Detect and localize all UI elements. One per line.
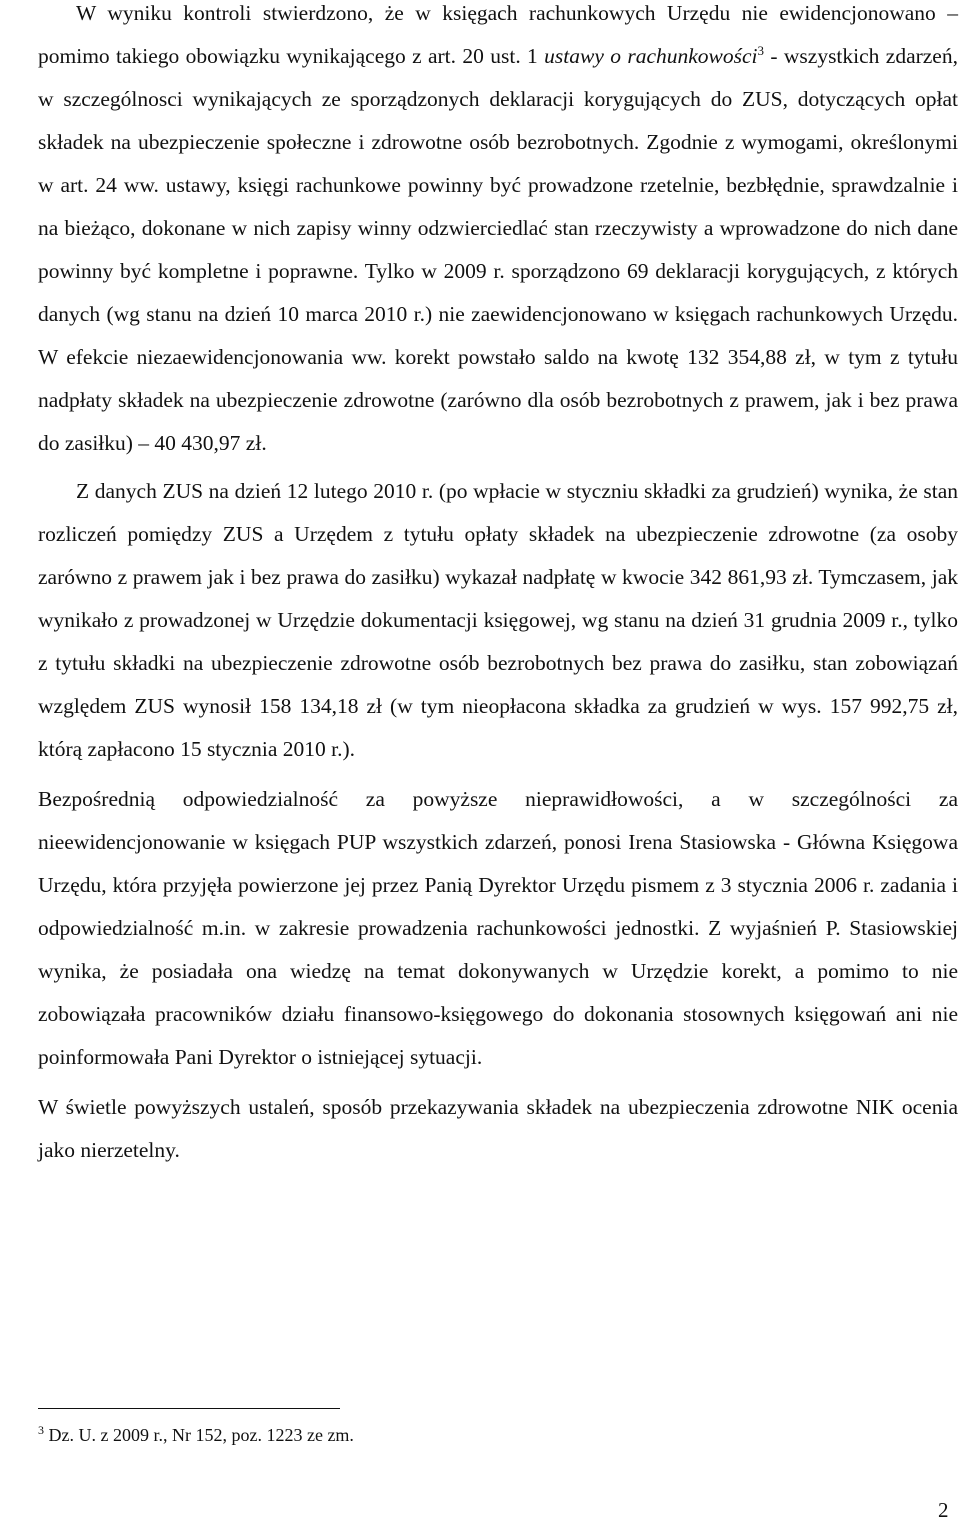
footnote-reference: 3: [757, 42, 765, 58]
paragraph-text: W świetle powyższych ustaleń, sposób przekazywania składek na ubezpieczenia zdrowotne NIK ocenia jako nierzetelny.: [38, 1095, 958, 1162]
footnote-text: Dz. U. z 2009 r., Nr 152, poz. 1223 ze zm.: [44, 1425, 354, 1445]
paragraph-text: Z danych ZUS na dzień 12 lutego 2010 r. (po wpłacie w styczniu składki za grudzień) wynika, że stan rozliczeń pomiędzy ZUS a Urzędem z tytułu opłaty składek na ubezpieczenie zdrowotne (za osoby zarówno z prawem jak i bez prawa do zasiłku) wykazał nadpłatę w kwocie 342 861,93 zł. Tymczasem, jak wynikało z prowadzonej w Urzędzie dokumentacji księgowej, wg stanu na dzień 31 grudnia 2009 r., tylko z tytułu składki na ubezpieczenie zdrowotne osób bezrobotnych bez prawa do zasiłku, stan zobowiązań względem ZUS wynosił 158 134,18 zł (w tym nieopłacona składka za grudzień w wys. 157 992,75 zł, którą zapłacono 15 stycznia 2010 r.).: [38, 479, 958, 761]
footnote-marker: 3: [38, 1423, 44, 1437]
paragraph-responsibility: [38, 778, 958, 1079]
paragraph-text: Bezpośrednią odpowiedzialność za powyższe nieprawidłowości, a w szczególności za nieewidencjonowanie w księgach PUP wszystkich zdarzeń, ponosi Irena Stasiowska - Główna Księgowa Urzędu, która przyjęła powierzone jej przez Panią Dyrektor Urzędu pismem z 3 stycznia 2006 r. zadania i odpowiedzialność m.in. w zakresie prowadzenia rachunkowości jednostki. Z wyjaśnień P. Stasiowskiej wynika, że posiadała ona wiedzę na temat dokonywanych w Urzędzie korekt, a pomimo to nie zobowiązała pracowników działu finansowo-księgowego do dokonania stosownych księgowań ani nie poinformowała Pani Dyrektor o istniejącej sytuacji.: [38, 787, 958, 1069]
statute-title: ustawy o rachunkowości: [544, 44, 758, 68]
footnote-separator: [38, 1408, 340, 1409]
paragraph-zus-data: [38, 470, 958, 771]
paragraph-assessment: [38, 1086, 958, 1172]
paragraph-inspection-findings: [38, 0, 958, 465]
document-page: [38, 0, 958, 1445]
footnote: [38, 1422, 354, 1448]
page-number: 2: [938, 1498, 949, 1522]
paragraph-text: - wszystkich zdarzeń, w szczególnosci wynikających ze sporządzonych deklaracji korygujących do ZUS, dotyczących opłat składek na ubezpieczenie społeczne i zdrowotne osób bezrobotnych. Zgodnie z wymogami, określonymi w art. 24 ww. ustawy, księgi rachunkowe powinny być prowadzone rzetelnie, bezbłędnie, sprawdzalnie i na bieżąco, dokonane w nich zapisy winny odzwierciedlać stan rzeczywisty a wprowadzone do nich dane powinny być kompletne i poprawne. Tylko w 2009 r. sporządzono 69 deklaracji korygujących, z których danych (wg stanu na dzień 10 marca 2010 r.) nie zaewidencjonowano w księgach rachunkowych Urzędu. W efekcie niezaewidencjonowania ww. korekt powstało saldo na kwotę 132 354,88 zł, w tym z tytułu nadpłaty składek na ubezpieczenie zdrowotne (zarówno dla osób bezrobotnych z prawem, jak i bez prawa do zasiłku) – 40 430,97 zł.: [38, 44, 958, 455]
paragraph-text: W wyniku kontroli stwierdzono, że w księgach rachunkowych Urzędu nie ewidencjonowano – pomimo takiego obowiązku wynikającego z art. 20 ust. 1: [38, 1, 958, 68]
